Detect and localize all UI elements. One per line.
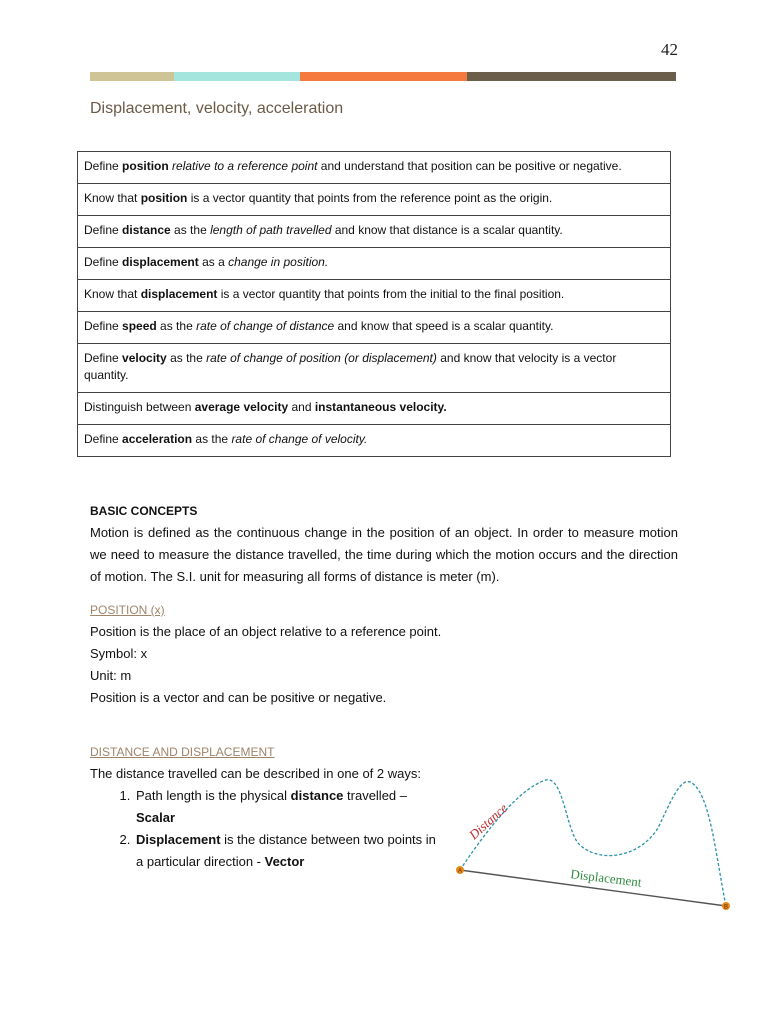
section-title: Displacement, velocity, acceleration [90, 100, 344, 117]
position-heading: POSITION (x) [90, 603, 165, 617]
position-symbol: Symbol: x [90, 646, 148, 661]
distance-heading: DISTANCE AND DISPLACEMENT [90, 745, 275, 759]
table-row [78, 425, 671, 457]
position-definition: Position is the place of an object relative to a reference point. [90, 624, 442, 639]
list-item: 1. Path length is the physical distance travelled – Scalar [134, 785, 444, 829]
basic-concepts-heading: BASIC CONCEPTS [90, 504, 198, 518]
table-row [78, 393, 671, 425]
basic-concepts-paragraph: Motion is defined as the continuous change in the position of an object. In order to measure motion we need to measure the distance travelled, the time during which the motion occurs and the direction of motion. The S.I. unit for measuring all forms of distance is meter (m). [90, 525, 678, 584]
objective-cell: Define position relative to a reference point and understand that position can be positive or negative. [78, 152, 671, 184]
position-unit: Unit: m [90, 668, 132, 683]
objective-cell: Distinguish between average velocity and instantaneous velocity. [78, 393, 671, 425]
objective-cell: Define acceleration as the rate of change of velocity. [78, 425, 671, 457]
distance-displacement-diagram [448, 768, 738, 918]
table-row [78, 184, 671, 216]
distance-ways-list [90, 785, 444, 873]
table-row [78, 248, 671, 280]
distance-intro: The distance travelled can be described in one of 2 ways: [90, 766, 421, 781]
table-row [78, 344, 671, 393]
page-number: 42 [661, 40, 678, 59]
list-item: 2. Displacement is the distance between two points in a particular direction - Vector [134, 829, 444, 873]
objective-cell: Define displacement as a change in position. [78, 248, 671, 280]
distance-path [457, 780, 726, 906]
position-vector-note: Position is a vector and can be positive or negative. [90, 690, 387, 705]
table-row [78, 280, 671, 312]
header-color-bar [90, 72, 676, 81]
color-segment [90, 72, 174, 81]
learning-objectives-table [77, 151, 671, 457]
table-row [78, 312, 671, 344]
objective-cell: Define velocity as the rate of change of position (or displacement) and know that velocity is a vector quantity. [78, 344, 671, 393]
distance-label: Distance [465, 800, 511, 843]
objective-cell: Define distance as the length of path travelled and know that distance is a scalar quantity. [78, 216, 671, 248]
objective-cell: Know that displacement is a vector quantity that points from the initial to the final position. [78, 280, 671, 312]
color-segment [300, 72, 467, 81]
table-row [78, 216, 671, 248]
color-segment [467, 72, 676, 81]
table-row [78, 152, 671, 184]
point-b-label: B [723, 904, 729, 911]
displacement-label: Displacement [569, 866, 643, 890]
objective-cell: Know that position is a vector quantity that points from the reference point as the origin. [78, 184, 671, 216]
color-segment [174, 72, 300, 81]
objective-cell: Define speed as the rate of change of distance and know that speed is a scalar quantity. [78, 312, 671, 344]
point-a-label: A [457, 868, 463, 875]
